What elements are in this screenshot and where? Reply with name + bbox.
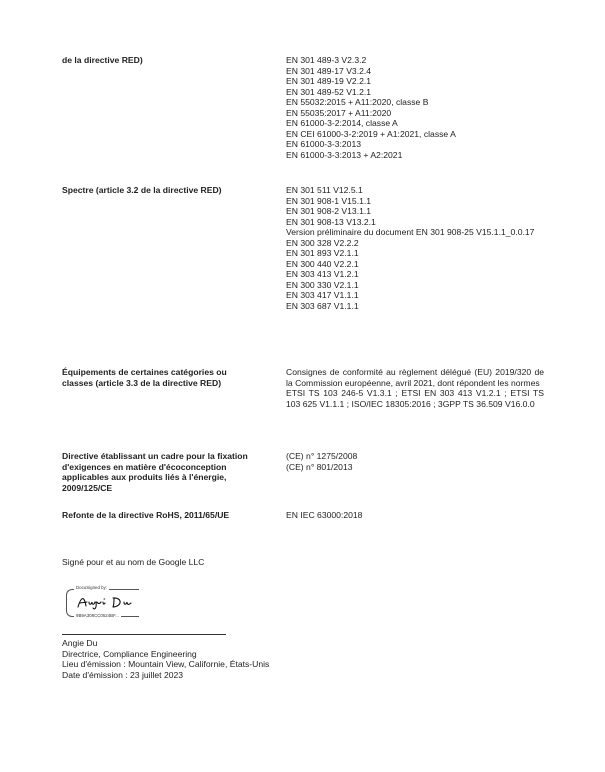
standard-line: EN 301 908-13 V13.2.1: [286, 216, 376, 227]
row-label: Équipements de certaines catégories ou classes (article 3.3 de la directive RED): [62, 367, 227, 388]
standard-line: EN 301 489-19 V2.2.1: [286, 76, 372, 86]
standard-line: EN CEI 61000-3-2:2019 + A1:2021, classe A: [286, 128, 456, 139]
standard-line: EN 301 489-17 V3.2.4: [286, 65, 372, 76]
standard-line: EN 301 908-1 V15.1.1: [286, 195, 372, 206]
docusign-stamp: [66, 585, 144, 619]
standard-line: EN 301 511 V12.5.1: [286, 185, 363, 195]
standard-line: EN 300 330 V2.1.1: [286, 279, 359, 290]
standard-line: EN IEC 63000:2018: [286, 510, 363, 520]
standard-line: EN 301 893 V2.1.1: [286, 248, 359, 258]
row-values: [286, 367, 544, 409]
standard-line: EN 61000-3-2:2014, classe A: [286, 118, 398, 128]
signature-line: [62, 634, 226, 635]
row-label: Directive établissant un cadre pour la fixation d'exigences en matière d'écoconception applicables aux produits liés à l'énergie, 2009/125/CE: [62, 451, 248, 493]
signature-intro: Signé pour et au nom de Google LLC: [62, 557, 205, 567]
standard-paragraph: ETSI TS 103 246-5 V1.3.1 ; ETSI EN 303 413 V1.2.1 ; ETSI TS 103 625 V1.1.1 ; ISO/IEC 18305:2016 ; 3GPP TS 36.509 V16.0.0: [286, 388, 544, 409]
standard-line: (CE) n° 801/2013: [286, 461, 353, 472]
standard-line: EN 300 440 V2.2.1: [286, 258, 359, 269]
row-values: [286, 510, 544, 521]
standard-line: EN 61000-3-3:2013 + A2:2021: [286, 149, 403, 160]
row-label: Spectre (article 3.2 de la directive RED): [62, 185, 222, 195]
signer-details: [62, 638, 269, 680]
docusign-caption: DocuSigned by:: [76, 585, 107, 590]
standard-paragraph: Consignes de conformité au règlement délégué (EU) 2019/320 de la Commission européenne, avril 2021, dont répondent les normes: [286, 367, 544, 388]
standard-line: EN 301 489-3 V2.3.2: [286, 55, 367, 65]
signer-name: Angie Du: [62, 638, 98, 648]
standard-line: EN 300 328 V2.2.2: [286, 237, 359, 248]
row-label: Refonte de la directive RoHS, 2011/65/UE: [62, 510, 230, 520]
standard-line: EN 301 489-52 V1.2.1: [286, 86, 372, 97]
standard-line: EN 61000-3-3:2013: [286, 139, 362, 149]
issue-date: Date d'émission : 23 juillet 2023: [62, 669, 184, 680]
standard-line: EN 55035:2017 + A11:2020: [286, 107, 392, 118]
signer-title: Directrice, Compliance Engineering: [62, 648, 197, 659]
row-values: [286, 451, 544, 472]
standard-line: Version préliminaire du document EN 301 908-25 V15.1.1_0.0.17: [286, 227, 535, 237]
row-label: de la directive RED): [62, 55, 143, 65]
row-values: [286, 185, 544, 311]
standard-line: EN 303 417 V1.1.1: [286, 290, 359, 300]
standard-line: EN 301 908-2 V13.1.1: [286, 206, 372, 216]
issue-place: Lieu d'émission : Mountain View, Californie, États-Unis: [62, 659, 270, 669]
standard-line: EN 303 413 V1.2.1: [286, 269, 359, 279]
standard-line: (CE) n° 1275/2008: [286, 451, 358, 461]
standard-line: EN 303 687 V1.1.1: [286, 300, 359, 311]
docusign-id: 9B9A308CC0524BF...: [76, 613, 119, 618]
row-values: [286, 55, 544, 160]
handwritten-signature: [76, 593, 138, 611]
standard-line: EN 55032:2015 + A11:2020, classe B: [286, 97, 429, 107]
